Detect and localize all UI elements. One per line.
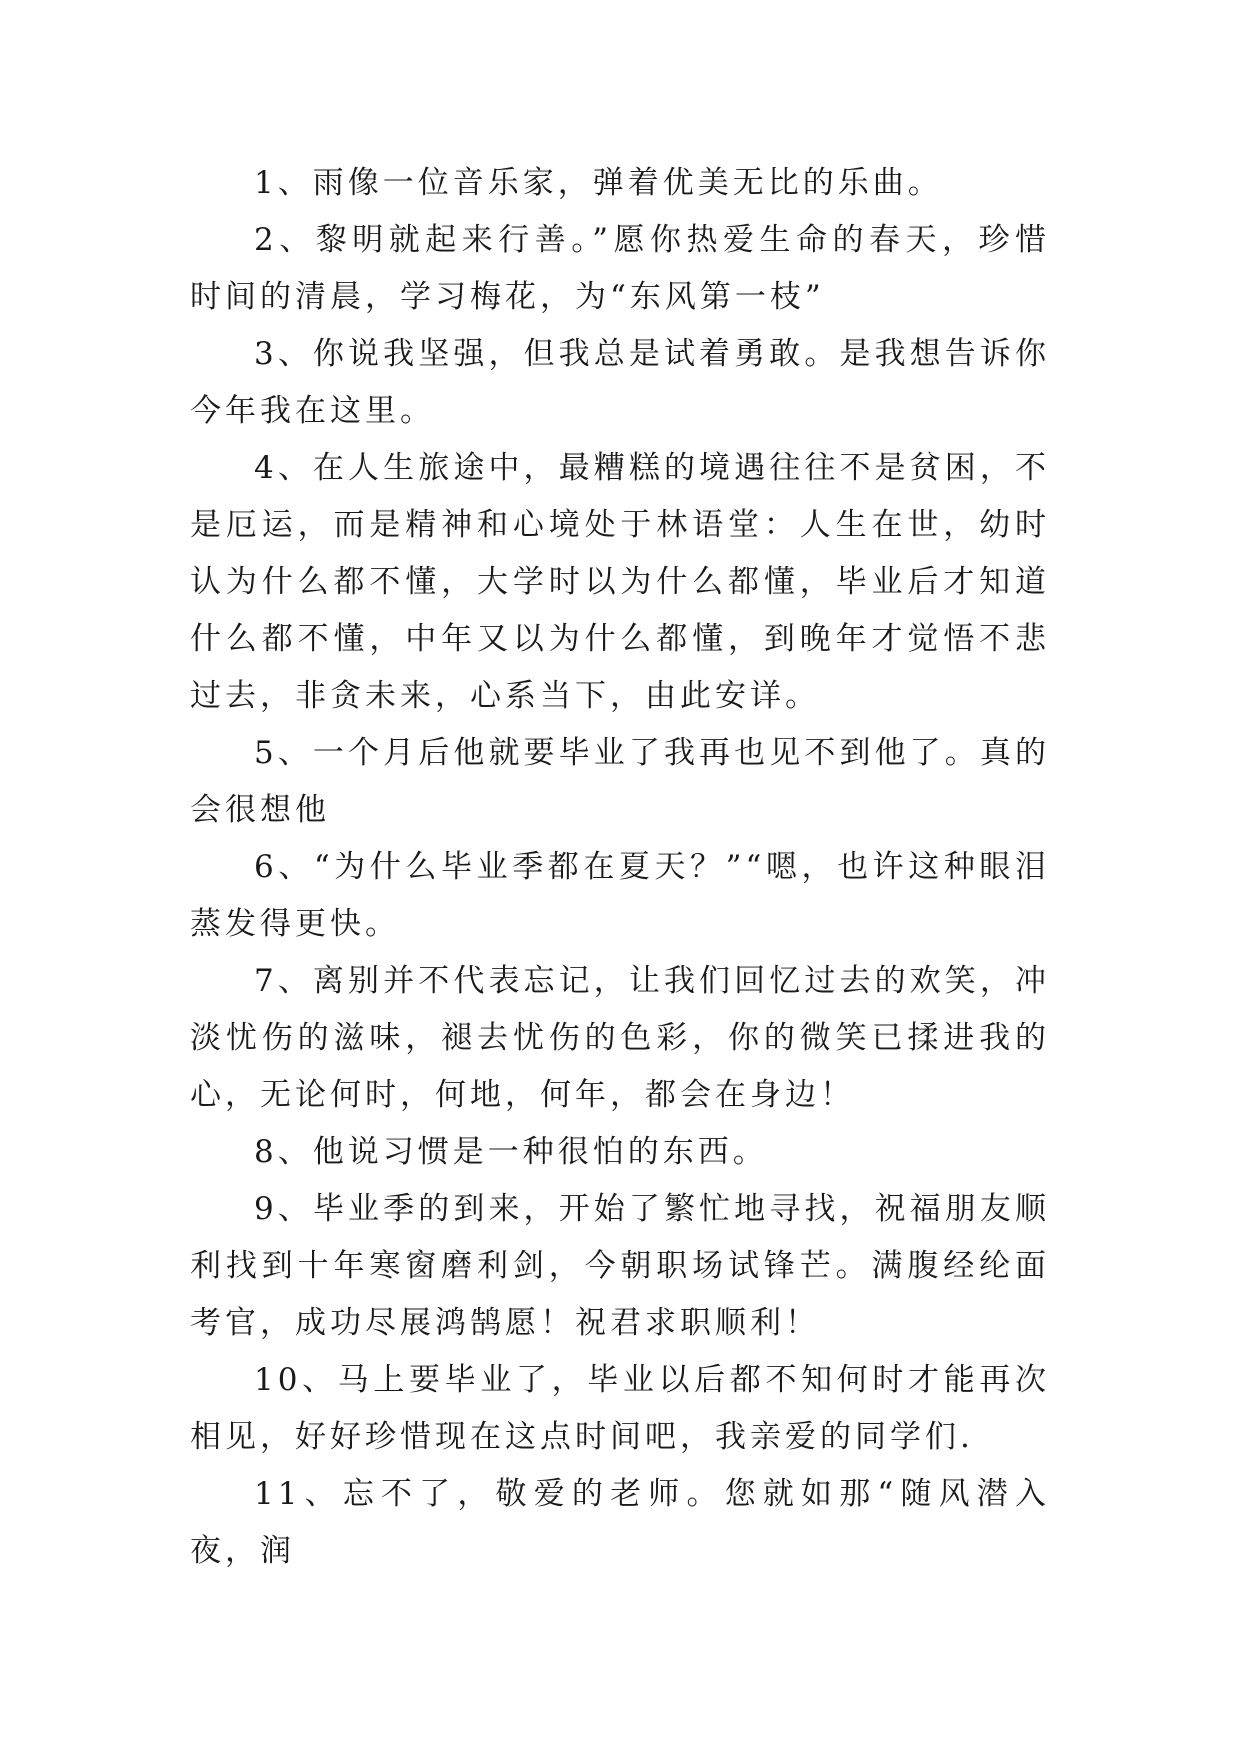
paragraph-9: 9、毕业季的到来，开始了繁忙地寻找，祝福朋友顺利找到十年寒窗磨利剑，今朝职场试锋芒。满腹经纶面考官，成功尽展鸿鹄愿！祝君求职顺利！ (190, 1191, 1050, 1341)
paragraph-10: 10、马上要毕业了，毕业以后都不知何时才能再次相见，好好珍惜现在这点时间吧，我亲爱的同学们. (190, 1362, 1050, 1455)
paragraph-2: 2、黎明就起来行善。”愿你热爱生命的春天，珍惜时间的清晨，学习梅花，为“东风第一枝” (190, 222, 1050, 315)
paragraph-8: 8、他说习惯是一种很怕的东西。 (254, 1134, 768, 1170)
paragraph-3: 3、你说我坚强，但我总是试着勇敢。是我想告诉你今年我在这里。 (190, 336, 1050, 429)
paragraph-6: 6、“为什么毕业季都在夏天？”“嗯，也许这种眼泪蒸发得更快。 (190, 849, 1050, 942)
paragraph-11: 11、忘不了，敬爱的老师。您就如那“随风潜入夜，润 (190, 1476, 1050, 1569)
paragraph-1: 1、雨像一位音乐家，弹着优美无比的乐曲。 (254, 165, 943, 201)
paragraph-4: 4、在人生旅途中，最糟糕的境遇往往不是贫困，不是厄运，而是精神和心境处于林语堂：人生在世，幼时认为什么都不懂，大学时以为什么都懂，毕业后才知道什么都不懂，中年又以为什么都懂，到晚年才觉悟不悲过去，非贪未来，心系当下，由此安详。 (190, 450, 1050, 714)
document-body (190, 155, 1050, 1580)
paragraph-5: 5、一个月后他就要毕业了我再也见不到他了。真的会很想他 (190, 735, 1050, 828)
paragraph-7: 7、离别并不代表忘记，让我们回忆过去的欢笑，冲淡忧伤的滋味，褪去忧伤的色彩，你的微笑已揉进我的心，无论何时，何地，何年，都会在身边！ (190, 963, 1050, 1113)
